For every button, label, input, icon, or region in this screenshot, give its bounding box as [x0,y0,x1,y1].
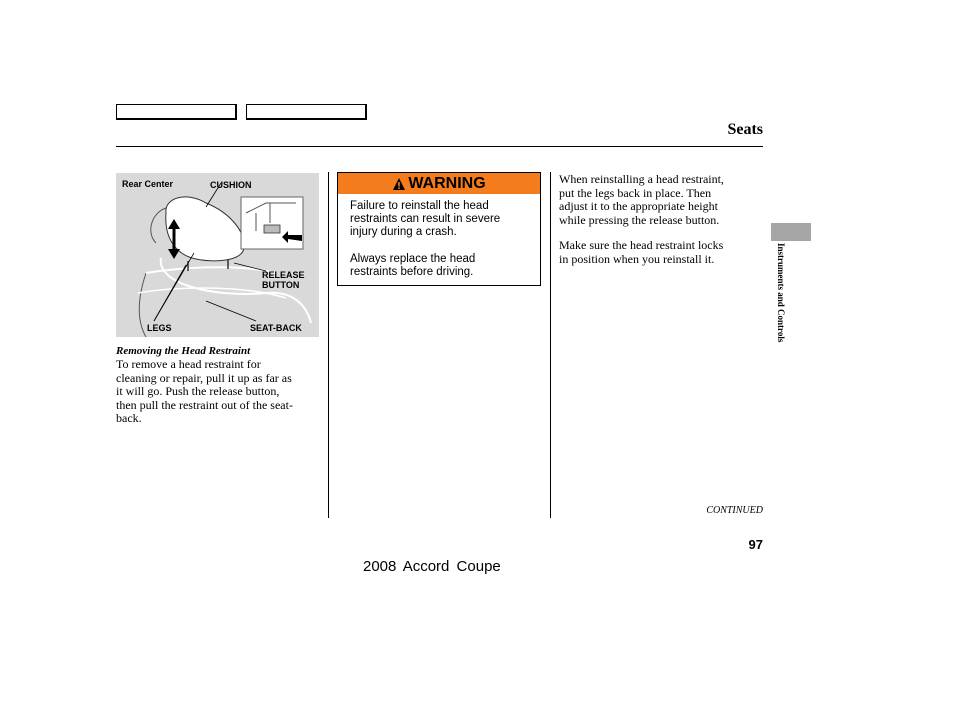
label-cushion: CUSHION [210,180,252,190]
chapter-tab[interactable] [771,223,811,241]
warning-header [338,173,540,194]
text-line: Failure to reinstall the head [350,200,489,212]
warning-triangle-icon [392,177,406,191]
text-line: To remove a head restraint for [116,357,261,371]
chapter-tab-label: Instruments and Controls [776,243,786,343]
header-rule [116,146,763,147]
label-release-button-1: RELEASE [262,270,305,280]
head-restraint-illustration [116,173,319,337]
warning-box [337,172,541,286]
right-paragraph-2 [559,239,723,266]
figure-caption: Removing the Head Restraint [116,345,251,357]
label-release-button-2: BUTTON [262,280,300,290]
text-line: while pressing the release button. [559,212,720,227]
model-footer: 2008 Accord Coupe [363,558,501,575]
text-line: cleaning or repair, pull it up as far as [116,370,292,385]
text-line: then pull the restraint out of the seat- [116,397,293,412]
continued-label: CONTINUED [706,505,763,516]
warning-paragraph-1 [350,200,530,239]
left-body-text [116,358,293,426]
column-divider-2 [550,172,551,518]
nav-box-right[interactable] [246,104,367,120]
column-divider-1 [328,172,329,518]
text-line: Always replace the head [350,253,476,265]
text-line: restraints before driving. [350,266,474,278]
label-legs: LEGS [147,323,172,333]
text-line: injury during a crash. [350,226,457,238]
nav-box-left[interactable] [116,104,237,120]
text-line: adjust it to the appropriate height [559,199,718,213]
text-line: put the legs back in place. Then [559,185,712,200]
page-number: 97 [748,537,763,552]
section-title: Seats [727,121,763,138]
head-restraint-figure [116,173,319,337]
text-line: Make sure the head restraint locks [559,238,724,252]
warning-paragraph-2 [350,253,530,279]
warning-title: WARNING [408,175,486,192]
text-line: back. [116,411,142,425]
right-paragraph-1 [559,173,724,227]
text-line: restraints can result in severe [350,213,501,225]
text-line: in position when you reinstall it. [559,251,715,266]
text-line: it will go. Push the release button, [116,384,280,398]
label-seat-back: SEAT-BACK [250,323,302,333]
label-rear-center: Rear Center [122,179,174,189]
text-line: When reinstalling a head restraint, [559,172,724,186]
